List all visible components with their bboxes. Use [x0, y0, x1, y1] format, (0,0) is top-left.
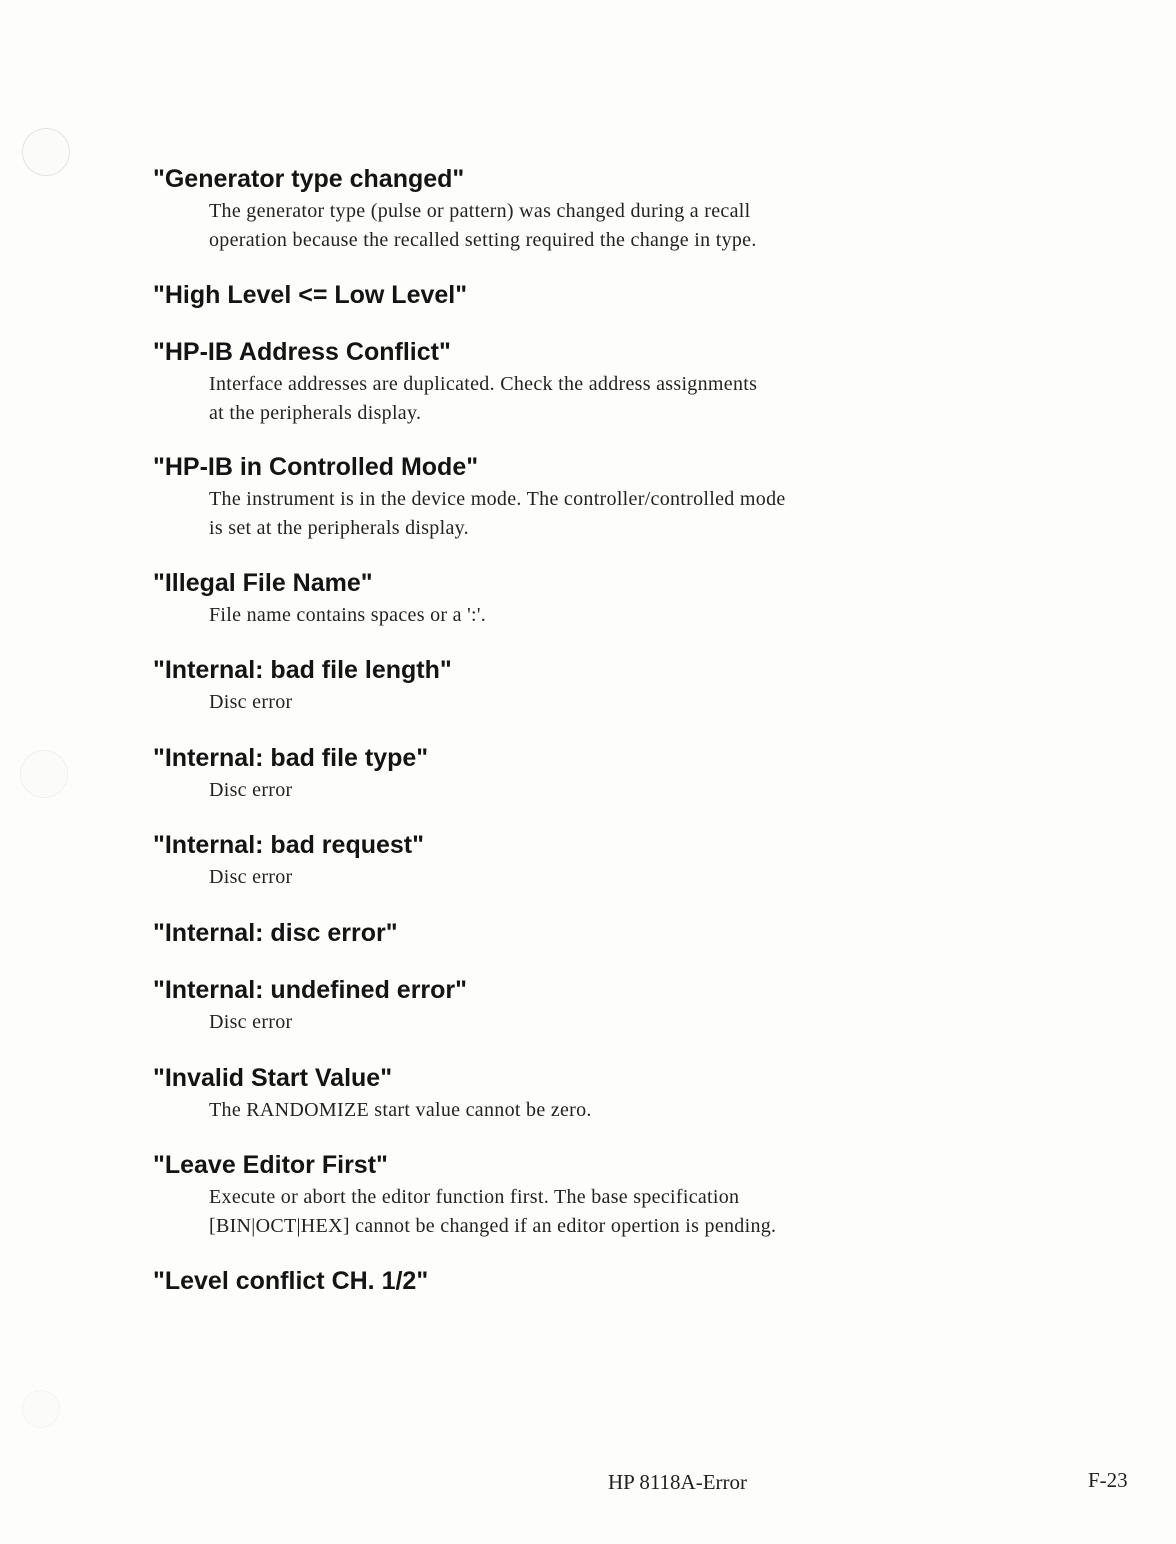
error-entry [153, 452, 1033, 543]
error-entry [153, 1063, 1033, 1125]
page-number: F-23 [1088, 1468, 1128, 1492]
error-entry [153, 568, 1033, 630]
error-entry [153, 280, 1033, 310]
error-entry [153, 655, 1033, 717]
error-entry [153, 918, 1033, 948]
error-entry [153, 1266, 1033, 1296]
error-entry [153, 743, 1033, 805]
description-line: Disc error [209, 866, 293, 888]
description-line: The RANDOMIZE start value cannot be zero. [209, 1099, 592, 1121]
error-title: "HP-IB in Controlled Mode" [153, 453, 479, 481]
description-line: [BIN|OCT|HEX] cannot be changed if an editor opertion is pending. [209, 1215, 777, 1237]
error-description [209, 776, 1033, 805]
description-line: Execute or abort the editor function first. The base specification [209, 1186, 740, 1208]
error-title: "Generator type changed" [153, 165, 465, 193]
error-description [209, 688, 1033, 717]
description-line: operation because the recalled setting required the change in type. [209, 229, 757, 251]
error-title: "Invalid Start Value" [153, 1064, 393, 1092]
description-line: The instrument is in the device mode. The controller/controlled mode [209, 488, 786, 510]
error-title: "Internal: disc error" [153, 919, 398, 947]
error-title: "Illegal File Name" [153, 569, 373, 597]
error-title: "HP-IB Address Conflict" [153, 338, 451, 366]
description-line: The generator type (pulse or pattern) was changed during a recall [209, 200, 751, 222]
description-line: Interface addresses are duplicated. Check the address assignments [209, 373, 758, 395]
description-line: Disc error [209, 691, 293, 713]
error-description [209, 1096, 1033, 1125]
error-title: "Level conflict CH. 1/2" [153, 1267, 429, 1295]
error-title: "Internal: undefined error" [153, 976, 468, 1004]
error-entry [153, 1150, 1033, 1241]
error-description [209, 485, 1033, 543]
error-description [209, 863, 1033, 892]
error-description [209, 1183, 1033, 1241]
footer-title: HP 8118A-Error [608, 1470, 748, 1494]
error-title: "Internal: bad request" [153, 831, 424, 859]
error-title: "Internal: bad file type" [153, 744, 429, 772]
error-entry [153, 164, 1033, 255]
error-entry [153, 975, 1033, 1037]
error-description [209, 370, 1033, 428]
error-title: "High Level <= Low Level" [153, 281, 468, 309]
description-line: File name contains spaces or a ':'. [209, 604, 487, 626]
error-title: "Leave Editor First" [153, 1151, 388, 1179]
description-line: at the peripherals display. [209, 402, 422, 424]
error-entry [153, 830, 1033, 892]
error-description [209, 197, 1033, 255]
error-title: "Internal: bad file length" [153, 656, 452, 684]
error-entry [153, 337, 1033, 428]
description-line: is set at the peripherals display. [209, 517, 469, 539]
description-line: Disc error [209, 779, 293, 801]
description-line: Disc error [209, 1011, 293, 1033]
error-description [209, 601, 1033, 630]
error-description [209, 1008, 1033, 1037]
